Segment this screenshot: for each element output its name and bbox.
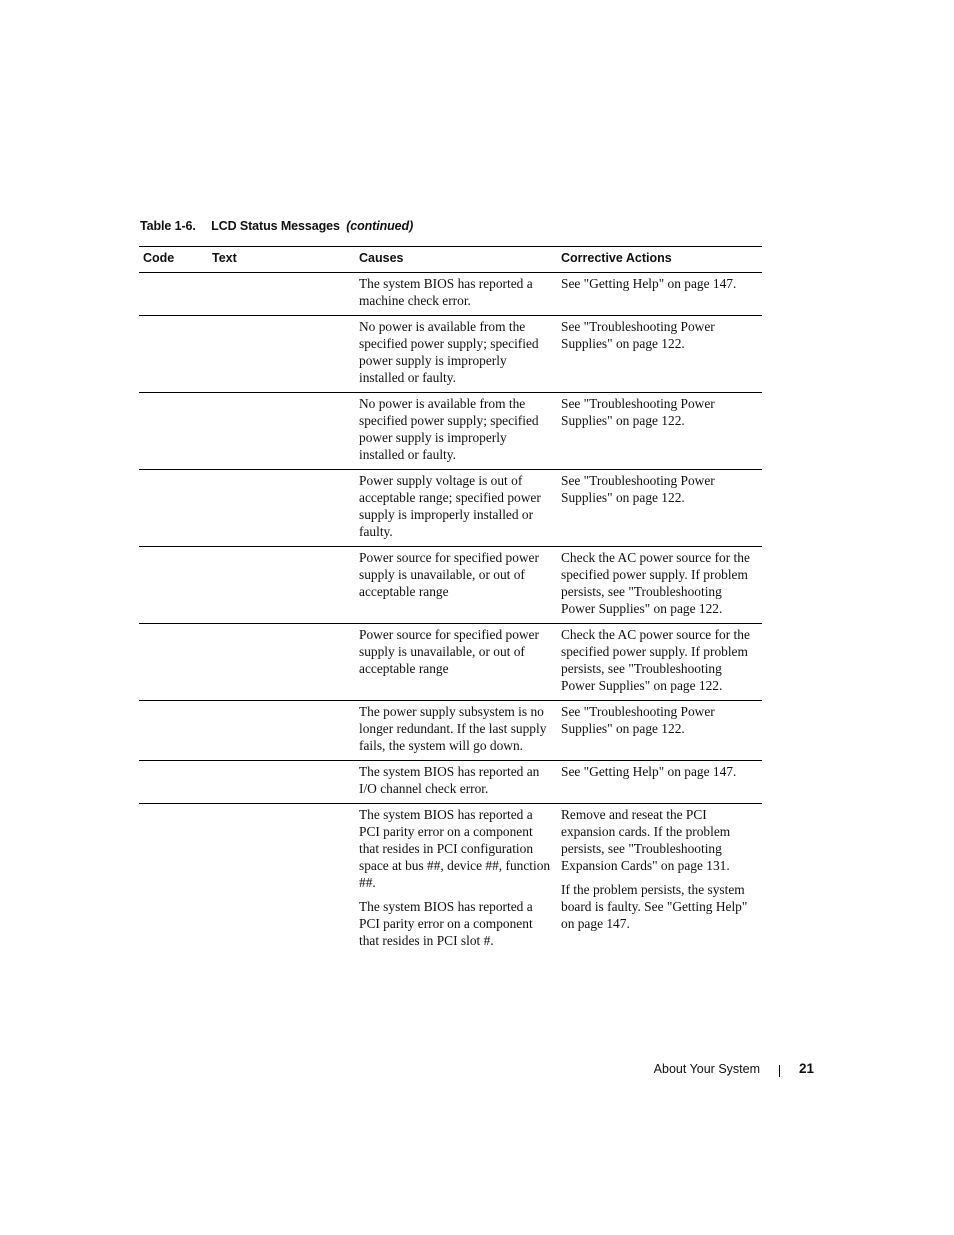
cell-actions — [557, 547, 762, 624]
cell-code — [139, 316, 208, 393]
cell-text — [208, 316, 355, 393]
table-row — [139, 316, 762, 393]
cell-causes — [355, 547, 557, 624]
cell-code — [139, 393, 208, 470]
causes-paragraph: The system BIOS has reported a machine check error. — [359, 276, 533, 308]
table-row — [139, 470, 762, 547]
causes-paragraph: No power is available from the specified power supply; specified power supply is improperly installed or faulty. — [359, 396, 539, 462]
cell-causes — [355, 624, 557, 701]
table-caption-title: LCD Status Messages — [211, 219, 340, 233]
cell-text — [208, 547, 355, 624]
cell-actions — [557, 761, 762, 804]
header-text: Text — [208, 247, 355, 273]
cell-text — [208, 624, 355, 701]
causes-paragraph: The system BIOS has reported an I/O channel check error. — [359, 764, 540, 796]
header-code: Code — [139, 247, 208, 273]
actions-paragraph: Check the AC power source for the specified power supply. If problem persists, see "Troubleshooting Power Supplies" on page 122. — [561, 550, 750, 616]
cell-text — [208, 761, 355, 804]
header-corrective-actions: Corrective Actions — [557, 247, 762, 273]
cell-code — [139, 761, 208, 804]
footer-divider — [779, 1065, 780, 1077]
causes-paragraph: The system BIOS has reported a PCI parity error on a component that resides in PCI configuration space at bus ##, device ##, function ##. — [359, 807, 551, 890]
header-causes: Causes — [355, 247, 557, 273]
page-number: 21 — [799, 1061, 815, 1076]
cell-causes — [355, 701, 557, 761]
causes-paragraph: No power is available from the specified power supply; specified power supply is improperly installed or faulty. — [359, 319, 539, 385]
lcd-status-messages-table — [139, 246, 762, 955]
cell-text — [208, 470, 355, 547]
cell-text — [208, 804, 355, 956]
table-caption-label: Table 1-6. — [140, 219, 196, 233]
cell-code — [139, 470, 208, 547]
actions-paragraph: See "Troubleshooting Power Supplies" on page 122. — [561, 704, 715, 736]
actions-paragraph: See "Getting Help" on page 147. — [561, 276, 737, 291]
table-caption-continued: (continued) — [346, 219, 414, 233]
cell-code — [139, 701, 208, 761]
cell-text — [208, 701, 355, 761]
cell-causes — [355, 393, 557, 470]
table-caption — [140, 219, 413, 233]
cell-causes — [355, 316, 557, 393]
cell-actions — [557, 804, 762, 956]
table-row — [139, 701, 762, 761]
actions-paragraph: Remove and reseat the PCI expansion cards. If the problem persists, see "Troubleshooting Expansion Cards" on page 131. — [561, 807, 731, 873]
table-row — [139, 273, 762, 316]
cell-code — [139, 804, 208, 956]
actions-paragraph: If the problem persists, the system board is faulty. See "Getting Help" on page 147. — [561, 882, 748, 931]
actions-paragraph: See "Troubleshooting Power Supplies" on page 122. — [561, 396, 715, 428]
causes-paragraph: The system BIOS has reported a PCI parity error on a component that resides in PCI slot #. — [359, 899, 533, 948]
cell-actions — [557, 316, 762, 393]
actions-paragraph: See "Troubleshooting Power Supplies" on page 122. — [561, 473, 715, 505]
cell-text — [208, 273, 355, 316]
cell-code — [139, 547, 208, 624]
table-row — [139, 393, 762, 470]
actions-paragraph: See "Getting Help" on page 147. — [561, 764, 737, 779]
causes-paragraph: Power source for specified power supply is unavailable, or out of acceptable range — [359, 627, 539, 676]
causes-paragraph: The power supply subsystem is no longer redundant. If the last supply fails, the system will go down. — [359, 704, 547, 753]
cell-actions — [557, 701, 762, 761]
cell-actions — [557, 393, 762, 470]
table-row — [139, 761, 762, 804]
cell-causes — [355, 273, 557, 316]
actions-paragraph: Check the AC power source for the specified power supply. If problem persists, see "Troubleshooting Power Supplies" on page 122. — [561, 627, 750, 693]
causes-paragraph: Power supply voltage is out of acceptable range; specified power supply is improperly installed or faulty. — [359, 473, 541, 539]
footer-section-title: About Your System — [653, 1062, 760, 1076]
cell-code — [139, 624, 208, 701]
cell-causes — [355, 804, 557, 956]
cell-code — [139, 273, 208, 316]
page-footer — [0, 1061, 954, 1081]
causes-paragraph: Power source for specified power supply is unavailable, or out of acceptable range — [359, 550, 539, 599]
cell-actions — [557, 273, 762, 316]
cell-actions — [557, 624, 762, 701]
table-row — [139, 547, 762, 624]
cell-causes — [355, 761, 557, 804]
table-header-row — [139, 247, 762, 273]
actions-paragraph: See "Troubleshooting Power Supplies" on page 122. — [561, 319, 715, 351]
table-row — [139, 804, 762, 956]
cell-text — [208, 393, 355, 470]
cell-actions — [557, 470, 762, 547]
cell-causes — [355, 470, 557, 547]
table-row — [139, 624, 762, 701]
